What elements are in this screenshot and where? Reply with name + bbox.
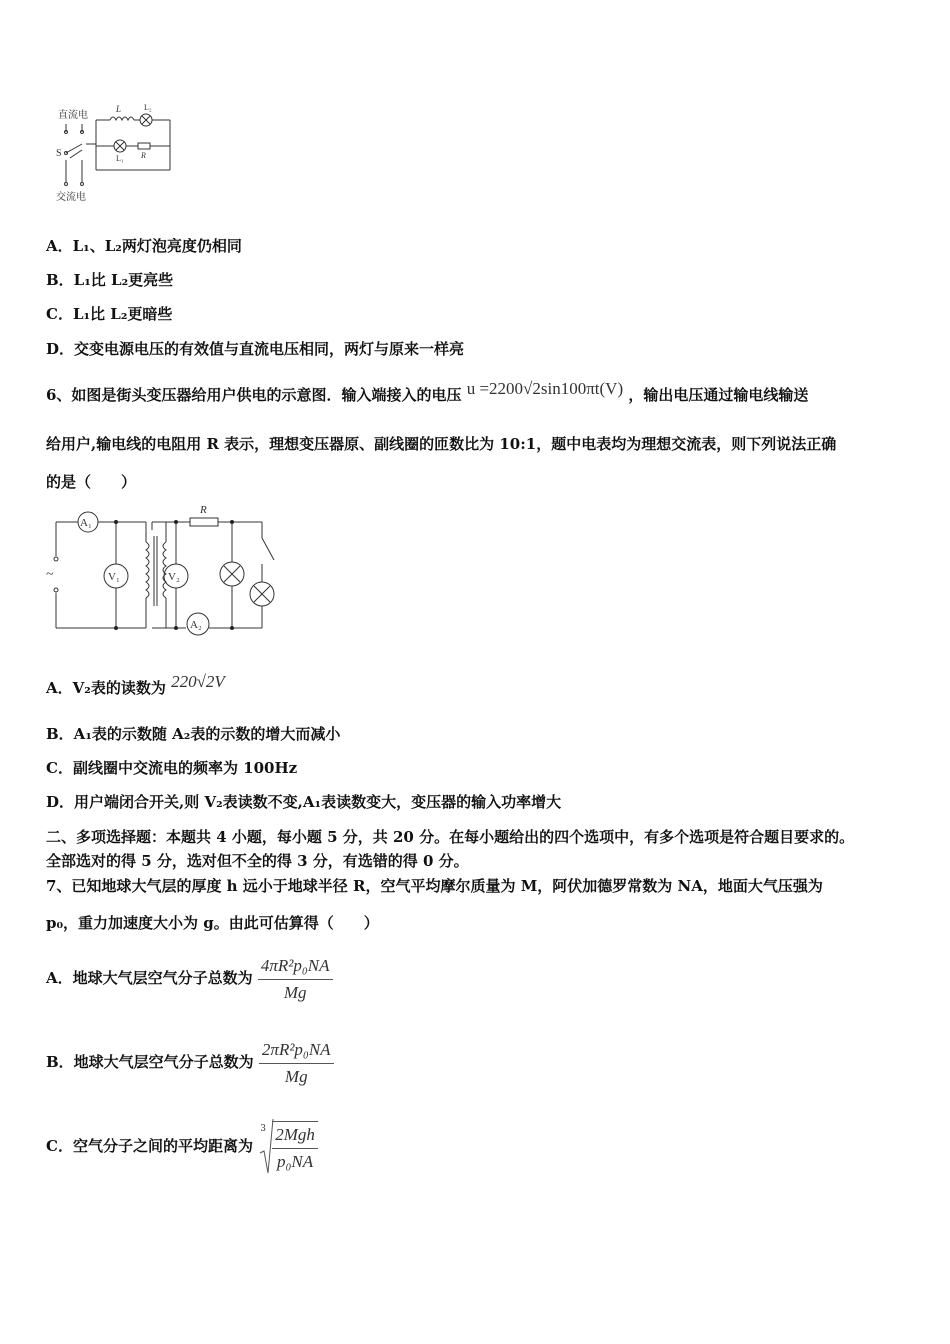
resistor-label: R <box>141 151 146 160</box>
ac-source-symbol: ~ <box>46 567 54 582</box>
q5-option-d: D．交变电源电压的有效值与直流电压相同，两灯与原来一样亮 <box>46 340 465 358</box>
q7-option-c-numerator: 2Mgh <box>272 1122 318 1149</box>
section2-heading-line1: 二、多项选择题：本题共 4 小题，每小题 5 分，共 20 分。在每小题给出的四个选项中，有多个选项是符合题目要求的。 <box>46 828 855 846</box>
q5-option-c: C．L₁比 L₂更暗些 <box>46 305 173 323</box>
section2-heading-line2: 全部选对的得 5 分，选对但不全的得 3 分，有选错的得 0 分。 <box>46 852 469 870</box>
switch-label: S <box>56 148 62 159</box>
q6-option-d: D．用户端闭合开关,则 V₂表读数不变,A₁表读数变大，变压器的输入功率增大 <box>46 793 562 811</box>
q7-option-a <box>46 950 333 1006</box>
q6-option-a-text: A．V₂表的读数为 <box>46 679 166 697</box>
lamp-l1-label: L₁ <box>116 154 124 163</box>
circuit-figure-2 <box>40 502 280 638</box>
q6-stem-post: ，输出电压通过输电线输送 <box>628 386 809 404</box>
q6-option-a <box>46 672 225 697</box>
q5-option-b: B．L₁比 L₂更亮些 <box>46 271 174 289</box>
q7-option-a-denominator: Mg <box>283 982 307 1002</box>
q7-option-b <box>46 1034 334 1090</box>
circuit-figure-1 <box>52 100 182 206</box>
ac-label: 交流电 <box>56 192 86 203</box>
q7-stem-line2: p₀，重力加速度大小为 g。由此可估算得（ ） <box>46 914 379 932</box>
q7-option-c-text: C．空气分子之间的平均距离为 <box>46 1137 253 1155</box>
q6-stem-line2: 给用户,输电线的电阻用 R 表示，理想变压器原、副线圈的匝数比为 10:1，题中电表均为理想交流表，则下列说法正确 <box>46 435 837 453</box>
ammeter-a2-label: A₂ <box>190 619 202 631</box>
q6-stem-line1 <box>46 379 809 405</box>
q7-option-c <box>46 1116 318 1177</box>
voltmeter-v2-label: V₂ <box>168 571 180 583</box>
q7-option-b-text: B．地球大气层空气分子总数为 <box>46 1053 254 1071</box>
q6-stem-line3: 的是（ ） <box>46 473 137 491</box>
q6-option-c: C．副线圈中交流电的频率为 100Hz <box>46 759 298 777</box>
q7-stem-line1: 7、已知地球大气层的厚度 h 远小于地球半径 R，空气平均摩尔质量为 M，阿伏加德罗常数为 NA，地面大气压强为 <box>46 877 823 895</box>
q6-voltage-formula: u =2200√2sin100πt(V) <box>466 379 624 398</box>
lamp-l2-label: L₂ <box>144 103 152 112</box>
q6-option-a-value: 220√2V <box>171 672 225 691</box>
q6-option-b: B．A₁表的示数随 A₂表的示数的增大而减小 <box>46 725 341 743</box>
q7-option-b-numerator: 2πR²p₀NA <box>259 1037 334 1064</box>
voltmeter-v1-label: V₁ <box>108 571 120 583</box>
dc-label: 直流电 <box>58 110 88 121</box>
inductor-label: L <box>116 104 122 114</box>
q5-option-a: A．L₁、L₂两灯泡亮度仍相同 <box>46 237 242 255</box>
ammeter-a1-label: A₁ <box>80 517 92 529</box>
q7-option-c-denominator: p₀NA <box>276 1152 314 1171</box>
q7-option-a-fraction <box>258 953 333 1006</box>
q7-option-a-numerator: 4πR²p₀NA <box>258 953 333 980</box>
q7-option-c-root-index: 3 <box>260 1124 266 1134</box>
q7-option-b-fraction <box>259 1037 334 1090</box>
line-resistor-label: R <box>200 504 207 516</box>
q6-stem-pre: 6、如图是街头变压器给用户供电的示意图．输入端接入的电压 <box>46 386 462 404</box>
q7-option-a-text: A．地球大气层空气分子总数为 <box>46 969 253 987</box>
q7-option-b-denominator: Mg <box>284 1066 308 1086</box>
q7-option-c-radical <box>258 1117 318 1177</box>
q7-option-c-fraction <box>272 1121 318 1175</box>
